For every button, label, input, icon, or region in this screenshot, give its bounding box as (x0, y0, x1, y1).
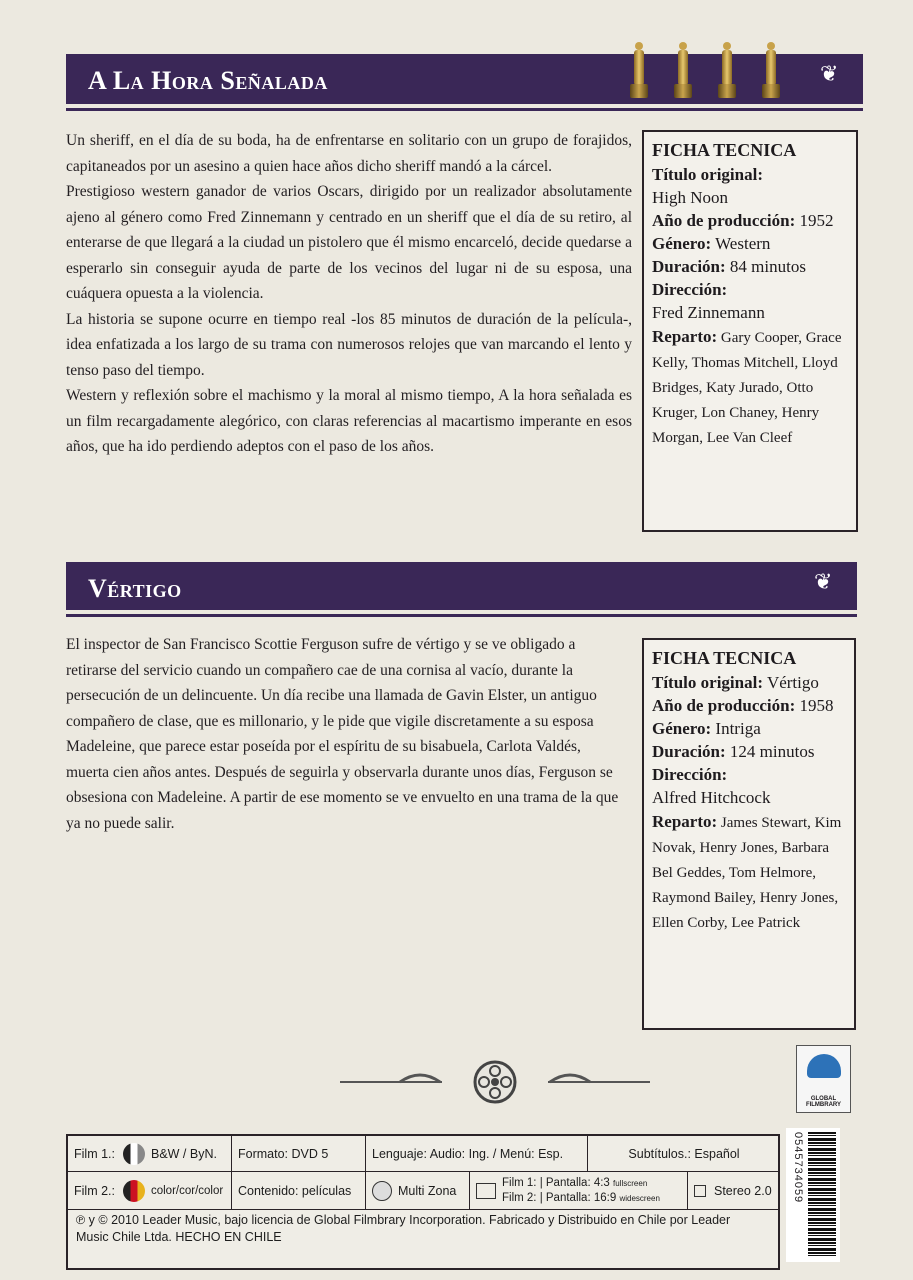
ficha-heading: FICHA TECNICA (652, 648, 797, 668)
titulo-label: Título original: (652, 673, 763, 692)
oscar-statuette-icon (716, 42, 738, 100)
color-swatch-icon (123, 1180, 145, 1202)
titulo-value: Vértigo (766, 673, 819, 692)
tv-screen-icon (476, 1183, 496, 1199)
movie1-ficha-tecnica (642, 130, 858, 532)
movie2-title: Vértigo (88, 574, 182, 603)
global-filmbrary-logo (796, 1045, 851, 1113)
globe-icon (807, 1054, 841, 1078)
film1-screen-note: fullscreen (613, 1178, 648, 1188)
oscar-statuette-icon (760, 42, 782, 100)
legal-notice: ℗ y © 2010 Leader Music, bajo licencia de Global Filmbrary Incorporation. Fabricado y Distribuido en Chile por Leader Music Chile Ltda. HECHO EN CHILE (76, 1213, 731, 1244)
movie1-paragraph: Western y reflexión sobre el machismo y la moral al mismo tiempo, A la hora señalada es un film recargadamente alegórico, con claras referencias al macartismo imperante en esos años, que ha ido perdiendo adeptos con el paso de los años. (66, 387, 632, 455)
film2-screen-note: widescreen (619, 1193, 660, 1203)
genero-value: Intriga (715, 719, 761, 738)
film1-screen-label: Film 1: (502, 1176, 537, 1189)
duracion-value: 124 minutos (729, 742, 815, 761)
barcode-number: 0545734059 (792, 1132, 804, 1204)
movie1-title-underline (66, 108, 863, 111)
audio-cell (688, 1172, 780, 1210)
oscar-awards (628, 42, 782, 100)
duracion-label: Duración: (652, 742, 726, 761)
globe-icon (372, 1181, 392, 1201)
oscar-statuette-icon (672, 42, 694, 100)
direccion-label: Dirección: (652, 765, 728, 784)
fleur-ornament-icon: ❦ (820, 62, 839, 87)
fleur-ornament-icon: ❦ (814, 570, 833, 595)
anio-label: Año de producción: (652, 211, 796, 230)
movie2-ficha-tecnica (642, 638, 856, 1030)
movie2-paragraph: El inspector de San Francisco Scottie Ferguson sufre de vértigo y se ve obligado a retirarse del servicio cuando un compañero cae de una cornisa al vacío, durante la persecución de un delincuente. Un día recibe una llamada de Gavin Elster, un antiguo compañero de clase, que es millonario, y le pide que vigile discretamente a su esposa Madeleine, que parece estar poseída por el espíritu de su bisabuela, Carlota Valdés, muerta cien años antes. Después de seguirla y observarla durante unos días, Ferguson se obsesiona con Madeleine. A partir de ese momento se ve envuelto en una trama de la que ya no puede salir. (66, 636, 619, 832)
film1-value: B&W / ByN. (150, 1146, 217, 1161)
genero-label: Género: (652, 234, 712, 253)
movie1-paragraph: La historia se supone ocurre en tiempo real -los 85 minutos de duración de la película-, idea enfatizada a los largo de su trama con numerosos relojes que van marcando el lento y tenso paso del tiempo. (66, 310, 632, 379)
direccion-label: Dirección: (652, 280, 728, 299)
anio-value: 1952 (799, 211, 834, 230)
oscar-statuette-icon (628, 42, 650, 100)
contenido: Contenido: películas (238, 1183, 352, 1198)
movie2-title-bar (66, 562, 857, 610)
film2-value: color/cor/color (150, 1184, 224, 1197)
reparto-label: Reparto: (652, 812, 718, 831)
direccion-value: Fred Zinnemann (652, 303, 765, 322)
zona: Multi Zona (398, 1183, 457, 1198)
barcode (786, 1128, 840, 1262)
reparto-value: Gary Cooper, Grace Kelly, Thomas Mitchell, Lloyd Bridges, Katy Jurado, Otto Kruger, Lon Chaney, Henry Morgan, Lee Van Cleef (652, 330, 842, 446)
audio-checkbox-icon (694, 1185, 706, 1197)
movie1-paragraph: Prestigioso western ganador de varios Oscars, dirigido por un realizador absolutamente ajeno al género como Fred Zinnemann y centrado en un sheriff que el día de su retiro, al enterarse de que llegará a la ciudad un pistolero que él mismo encarceló, decide quedarse a esperarlo sin conseguir ayuda de parte de los vecinos del lugar ni de su esposa, una cuáquera opuesta a la violencia. (66, 183, 632, 302)
zona-cell (366, 1172, 470, 1210)
barcode-bars (808, 1132, 836, 1258)
duracion-value: 84 minutos (729, 257, 806, 276)
bw-swatch-icon (123, 1143, 145, 1165)
contenido-cell (232, 1172, 366, 1210)
movie2-title-underline (66, 614, 857, 617)
film2-screen: Pantalla: 16:9 (545, 1191, 617, 1204)
anio-label: Año de producción: (652, 696, 796, 715)
direccion-value: Alfred Hitchcock (652, 788, 771, 807)
titulo-label: Título original: (652, 165, 763, 184)
movie2-synopsis (66, 632, 620, 836)
film-reel-icon (330, 1060, 660, 1104)
logo-text: GLOBAL FILMBRARY (805, 1096, 842, 1108)
subtitulos: Subtítulos.: Español (628, 1146, 740, 1161)
film2-label: Film 2.: (74, 1183, 115, 1198)
film1-screen: Pantalla: 4:3 (545, 1176, 610, 1189)
film1-cell (68, 1136, 232, 1172)
movie1-title: A La Hora Señalada (88, 66, 328, 95)
dvd-specs-table (66, 1134, 780, 1270)
titulo-value: High Noon (652, 188, 729, 207)
film2-screen-label: Film 2: (502, 1191, 537, 1204)
lenguaje: Lenguaje: Audio: Ing. / Menú: Esp. (372, 1146, 564, 1161)
anio-value: 1958 (799, 696, 834, 715)
audio: Stereo 2.0 (714, 1183, 772, 1198)
genero-label: Género: (652, 719, 712, 738)
subtitulos-cell (588, 1136, 780, 1172)
reparto-label: Reparto: (652, 327, 718, 346)
movie1-synopsis (66, 128, 632, 460)
film2-cell (68, 1172, 232, 1210)
duracion-label: Duración: (652, 257, 726, 276)
formato-cell (232, 1136, 366, 1172)
film1-label: Film 1.: (74, 1146, 115, 1161)
formato: Formato: DVD 5 (238, 1146, 329, 1161)
reparto-value: James Stewart, Kim Novak, Henry Jones, Barbara Bel Geddes, Tom Helmore, Raymond Bailey, Henry Jones, Ellen Corby, Lee Patrick (652, 815, 842, 931)
movie1-paragraph: Un sheriff, en el día de su boda, ha de enfrentarse en solitario con un grupo de forajidos, capitaneados por un asesino a quien hace años dicho sheriff mandó a la cárcel. (66, 132, 632, 175)
lenguaje-cell (366, 1136, 588, 1172)
genero-value: Western (715, 234, 771, 253)
pantalla-cell: Film 1: | Pantalla: 4:3 fullscreen Film 2: | Pantalla: 16:9 widescreen (470, 1172, 688, 1210)
ficha-heading: FICHA TECNICA (652, 140, 797, 160)
